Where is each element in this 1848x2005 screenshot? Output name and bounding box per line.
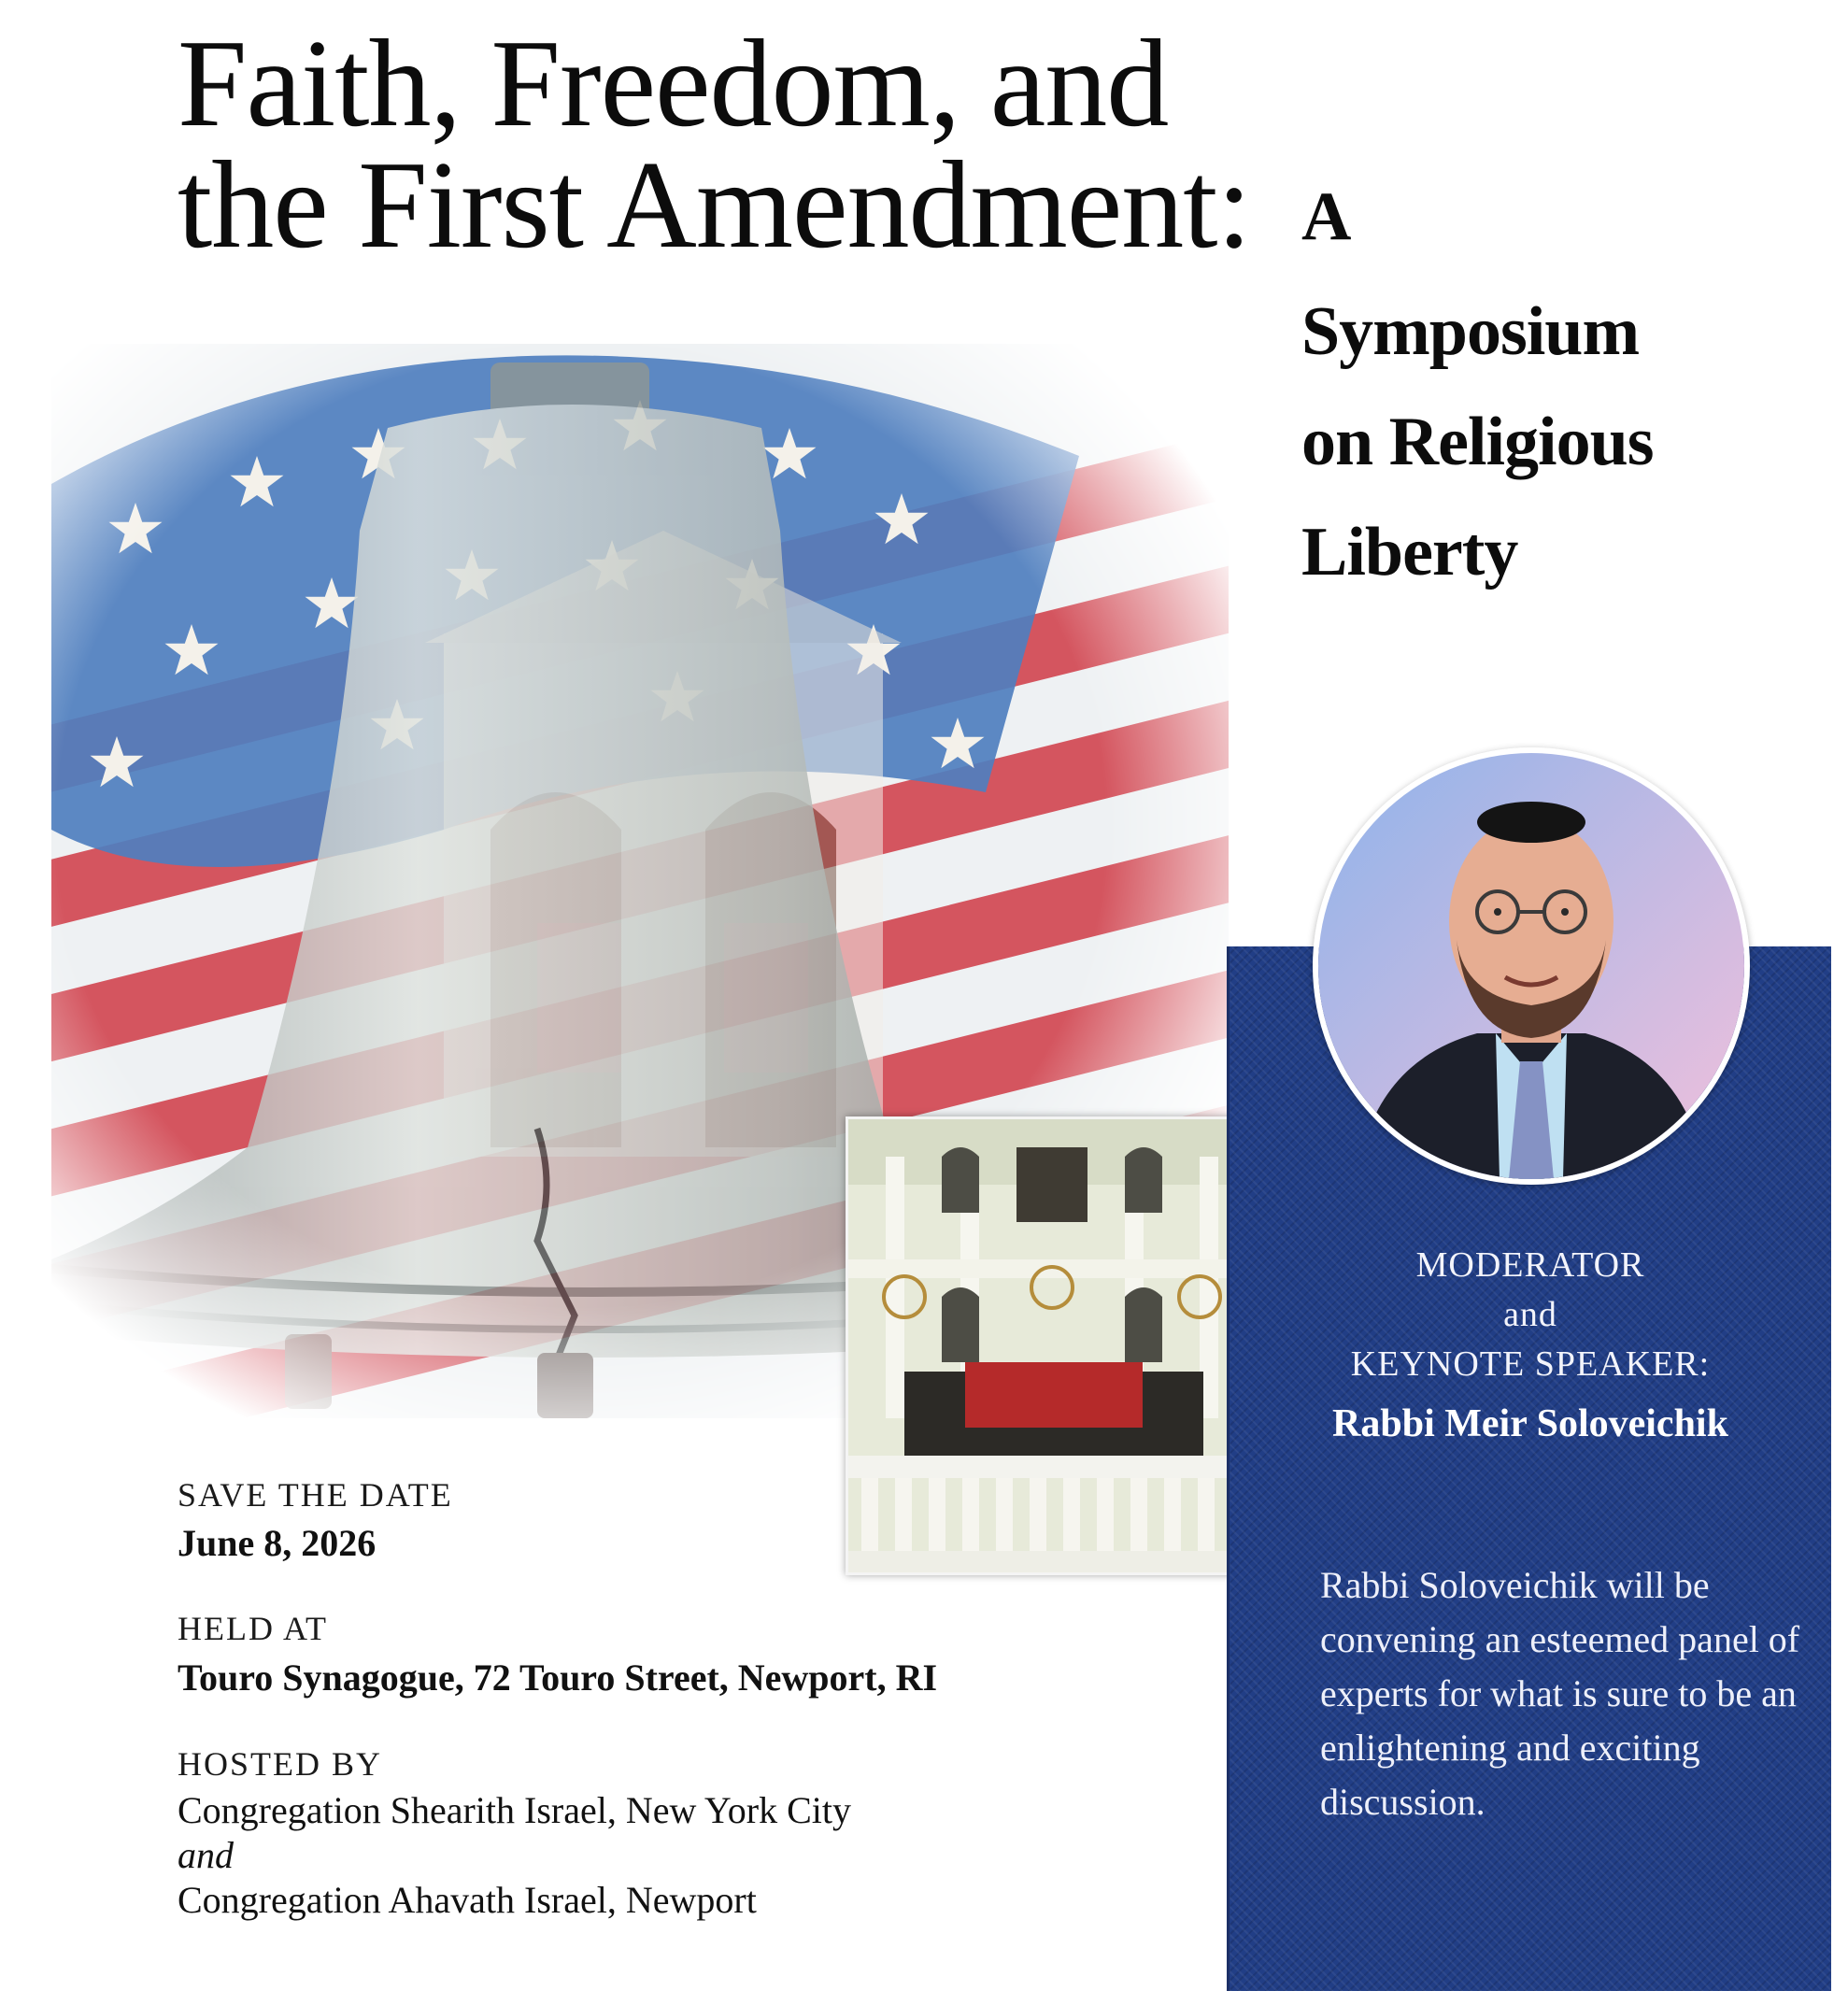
- subtitle-line-2: Symposium: [1301, 293, 1640, 370]
- title-line-1: Faith, Freedom, and: [178, 14, 1169, 152]
- speaker-description: Rabbi Soloveichik will be convening an esteemed panel of experts for what is sure to be an enlightening and exciting discussion.: [1320, 1564, 1800, 1823]
- speaker-portrait-image: [1313, 747, 1750, 1185]
- host-2: Congregation Ahavath Israel, Newport: [178, 1879, 757, 1921]
- speaker-role-line-3: KEYNOTE SPEAKER:: [1350, 1344, 1711, 1384]
- save-the-date-label: SAVE THE DATE: [178, 1476, 453, 1514]
- speaker-name: Rabbi Meir Soloveichik: [1332, 1402, 1728, 1445]
- held-at-label: HELD AT: [178, 1610, 328, 1647]
- host-1: Congregation Shearith Israel, New York City: [178, 1789, 852, 1831]
- speaker-role-line-2: and: [1503, 1295, 1557, 1334]
- host-connector: and: [178, 1834, 234, 1876]
- event-location: Touro Synagogue, 72 Touro Street, Newport, RI: [178, 1657, 938, 1699]
- subtitle-line-1: A: [1301, 178, 1351, 255]
- synagogue-interior-image: [846, 1116, 1258, 1575]
- subtitle-line-3: on Religious: [1301, 404, 1654, 480]
- hosted-by-label: HOSTED BY: [178, 1745, 383, 1783]
- event-date: June 8, 2026: [178, 1522, 377, 1564]
- speaker-role-line-1: MODERATOR: [1415, 1245, 1645, 1285]
- subtitle-line-4: Liberty: [1301, 514, 1518, 590]
- title-line-2: the First Amendment:: [178, 135, 1251, 274]
